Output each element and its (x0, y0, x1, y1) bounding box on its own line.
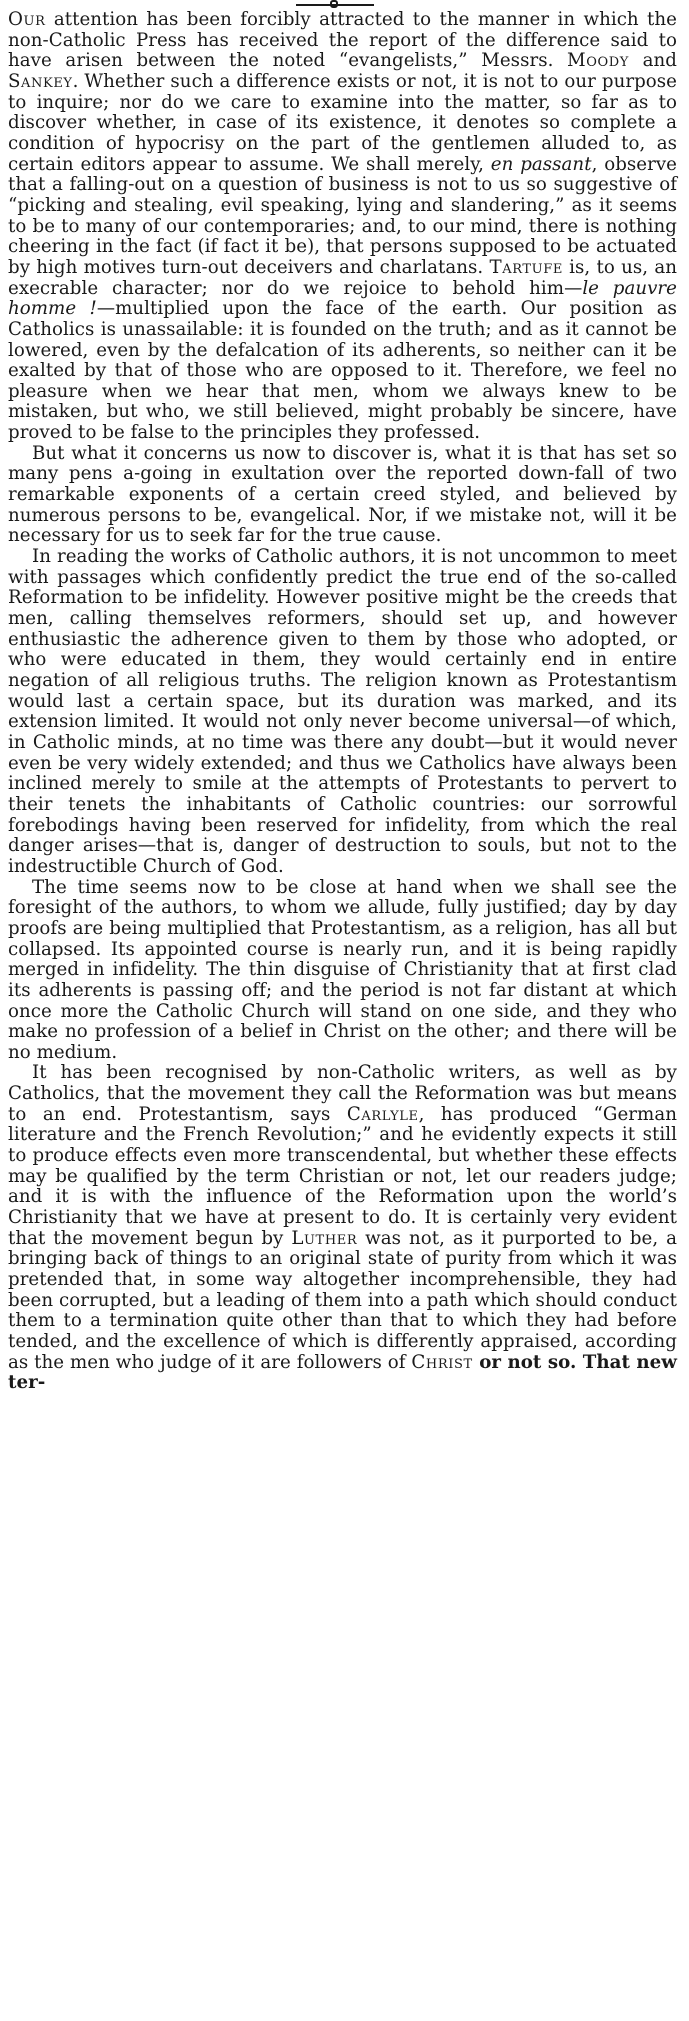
paragraph-3: In reading the works of Catholic authors, it is not uncommon to meet with passages which confidently predict the true end of the so-called Reformation to be infidelity. However positive might be the creeds that men, calling themselves reformers, should set up, and however enthusiastic the adherence given to them by those who adopted, or who were educated in them, they would certainly end in entire negation of all religious truths. The religion known as Protestantism would last a certain space, but its duration was marked, and its extension limited. It would not only never become universal—of which, in Catholic minds, at no time was there any doubt—but it would never even be very widely extended; and thus we Catholics have always been inclined merely to smile at the attempts of Protestants to pervert to their tenets the inhabitants of Catholic countries: our sorrowful forebodings having been reserved for infidelity, from which the real danger arises—that is, danger of destruction to souls, but not to the indestructible Church of God. (8, 546, 677, 877)
paragraph-2: But what it concerns us now to discover is, what it is that has set so many pens a-going in exultation over the reported down-fall of two remarkable exponents of a certain creed styled, and believed by numerous persons to be, evangelical. Nor, if we mistake not, will it be necessary for us to seek far for the true cause. (8, 442, 677, 547)
paragraph-5 (8, 1063, 677, 1394)
text-run: It has been recognised by non-Catholic writers, as well as by Catholics, that the movement they call the Reformation was but means to an end. Protestantism, says (8, 1062, 677, 1125)
paragraph-1 (8, 10, 677, 444)
article-body (8, 10, 677, 1394)
italic-phrase: en passant (490, 153, 592, 175)
text-run-final: or not so. That new ter- (8, 1351, 677, 1394)
text-run: was not, as it purported to be, a bringing back of things to an original state of purity from which it was pretended that, in some way altogether incomprehensible, they had been corrupted, but a leading of them into a path which should conduct them to a termination quite other than that to which they had before tended, and the excellence of which is differently appraised, according as the men who judge of it are followers of (8, 1227, 678, 1373)
name-luther: Luther (291, 1227, 358, 1249)
text-run: is, to us, an execrable character; nor do we rejoice to behold him— (8, 256, 678, 299)
name-carlyle: Carlyle (346, 1103, 419, 1125)
page (8, 0, 677, 2021)
ornament-knot (330, 0, 338, 8)
small-caps-run: Our (8, 9, 46, 30)
name-tartufe: Tartufe (489, 256, 563, 278)
text-run: attention has been forcibly attracted to the manner in which the non-Catholic Press has received the report of the difference said to have arisen between the noted “evangelists,” Messrs. (8, 9, 677, 72)
italic-phrase: le pauvre homme ! (8, 277, 677, 320)
name-sankey: Sankey (8, 70, 73, 92)
header-ornament-rule (8, 0, 677, 10)
text-run: , has produced “German literature and the French Revolution;” and he evidently expects it still to produce effects even more transcendental, but whether these effects may be qualified by the term Christian or not, let our readers judge; and it is with the influence of the Reformation upon the world’s Christianity that we have at present to do. It is certainly very evident that the movement begun by (8, 1103, 677, 1249)
name-christ: Christ (411, 1351, 473, 1373)
text-run: —multiplied upon the face of the earth. Our position as Catholics is unassailable: it is founded on the truth; and as it cannot be lowered, even by the defalcation of its adherents, so neither can it be exalted by that of those who are opposed to it. Therefore, we feel no pleasure when we hear that men, whom we always knew to be mistaken, but who, we still believed, might probably be sincere, have proved to be false to the principles they professed. (8, 298, 677, 444)
text-run: and (629, 50, 677, 72)
text-run: , observe that a falling-out on a question of business is not to us so suggestive of “picking and stealing, evil speaking, lying and slandering,” as it seems to be to many of our contemporaries; and, to our mind, there is nothing cheering in the fact (if fact it be), that persons supposed to be actuated by high motives turn-out deceivers and charlatans. (8, 153, 677, 278)
paragraph-4: The time seems now to be close at hand when we shall see the foresight of the authors, to whom we allude, fully justified; day by day proofs are being multiplied that Protestantism, as a religion, has all but collapsed. Its appointed course is nearly run, and it is being rapidly merged in infidelity. The thin disguise of Christianity that at first clad its adherents is passing off; and the period is not far distant at which once more the Catholic Church will stand on one side, and they who make no profession of a belief in Christ on the other; and there will be no medium. (8, 876, 677, 1063)
name-moody: Moody (567, 50, 629, 72)
text-run: . Whether such a difference exists or not, it is not to our purpose to inquire; nor do we care to examine into the matter, so far as to discover whether, in case of its existence, it denotes so complete a condition of hypocrisy on the part of the gentlemen alluded to, as certain editors appear to assume. We shall merely, (8, 70, 677, 175)
